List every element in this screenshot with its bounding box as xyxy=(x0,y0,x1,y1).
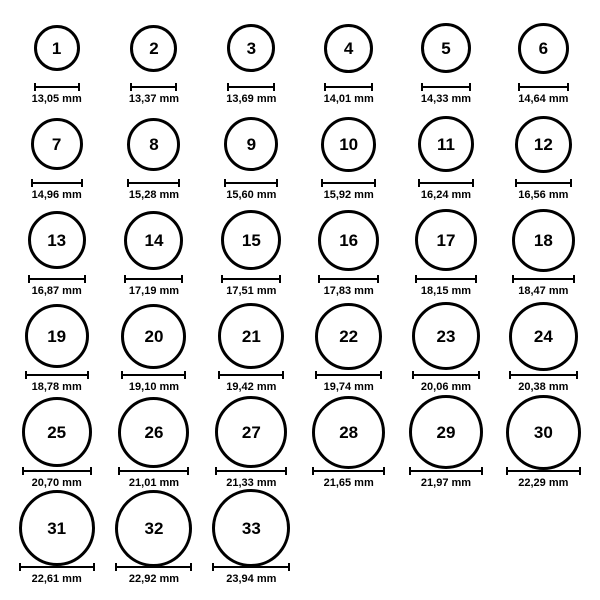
diameter-value-label: 17,19 mm xyxy=(128,285,180,297)
ring-size-label: 31 xyxy=(47,518,67,538)
diameter-value-label: 20,06 mm xyxy=(420,381,472,393)
diameter-value-label: 20,70 mm xyxy=(31,477,82,489)
diameter-measure-bar xyxy=(509,371,578,378)
measure-tick-left xyxy=(321,179,323,187)
ring-size-cell xyxy=(203,398,300,494)
measure-line xyxy=(22,470,92,472)
ring-circle-icon xyxy=(418,116,474,172)
ring-circle-wrap xyxy=(509,302,578,370)
ring-size-label: 6 xyxy=(538,38,549,58)
measure-tick-left xyxy=(518,83,520,91)
measure-tick-left xyxy=(118,467,120,475)
ring-size-cell xyxy=(8,14,105,110)
diameter-measure-bar xyxy=(318,275,379,282)
measure-tick-right xyxy=(288,563,290,571)
ring-circle-wrap xyxy=(121,302,186,370)
ring-size-label: 21 xyxy=(241,326,261,346)
ring-size-label: 27 xyxy=(241,422,261,442)
ring-circle-wrap xyxy=(312,398,385,466)
measure-tick-left xyxy=(22,467,24,475)
diameter-measure-bar xyxy=(221,275,281,282)
ring-circle-wrap xyxy=(124,206,183,274)
measure-line xyxy=(31,182,83,184)
ring-circle-icon xyxy=(130,25,177,72)
diameter-measure-bar xyxy=(409,467,483,474)
measure-tick-left xyxy=(224,179,226,187)
measure-line xyxy=(28,278,86,280)
measure-line xyxy=(318,278,379,280)
ring-size-cell xyxy=(397,206,494,302)
diameter-measure-bar xyxy=(418,179,474,186)
measure-line xyxy=(19,566,95,568)
measure-tick-right xyxy=(383,467,385,475)
ring-circle-wrap xyxy=(515,110,572,178)
measure-tick-left xyxy=(31,179,33,187)
measure-line xyxy=(418,182,474,184)
diameter-measure-bar xyxy=(312,467,385,474)
ring-circle-icon xyxy=(315,303,382,370)
ring-circle-wrap xyxy=(321,110,376,178)
measure-tick-right xyxy=(84,275,86,283)
diameter-measure-bar xyxy=(22,467,92,474)
ring-circle-icon xyxy=(215,396,287,468)
ring-size-label: 25 xyxy=(47,422,67,442)
measure-tick-left xyxy=(418,179,420,187)
diameter-measure-bar xyxy=(515,179,572,186)
diameter-measure-bar xyxy=(215,467,287,474)
ring-size-label: 4 xyxy=(343,38,354,58)
ring-size-label: 13 xyxy=(47,230,67,250)
diameter-measure-bar xyxy=(127,179,180,186)
measure-line xyxy=(415,278,477,280)
diameter-value-label: 13,37 mm xyxy=(128,93,180,105)
diameter-value-label: 14,33 mm xyxy=(420,93,472,105)
diameter-measure-bar xyxy=(124,275,183,282)
diameter-value-label: 18,47 mm xyxy=(518,285,569,297)
diameter-value-label: 21,65 mm xyxy=(323,477,374,489)
measure-line xyxy=(324,86,373,88)
diameter-value-label: 13,05 mm xyxy=(31,93,82,105)
ring-size-cell xyxy=(397,14,494,110)
measure-tick-left xyxy=(312,467,314,475)
ring-size-label: 24 xyxy=(533,326,553,346)
ring-size-label: 3 xyxy=(246,38,257,58)
ring-size-cell xyxy=(300,110,397,206)
ring-circle-icon xyxy=(22,397,92,467)
ring-size-cell xyxy=(203,14,300,110)
ring-circle-wrap xyxy=(318,206,379,274)
ring-size-label: 7 xyxy=(51,134,62,154)
ring-circle-icon xyxy=(515,116,572,173)
diameter-measure-bar xyxy=(324,83,373,90)
measure-tick-right xyxy=(78,83,80,91)
measure-tick-left xyxy=(318,275,320,283)
ring-size-label: 1 xyxy=(51,38,62,58)
ring-size-label: 23 xyxy=(436,326,456,346)
measure-tick-right xyxy=(469,83,471,91)
measure-tick-left xyxy=(415,275,417,283)
ring-circle-icon xyxy=(324,24,373,73)
ring-circle-wrap xyxy=(412,302,480,370)
diameter-measure-bar xyxy=(415,275,477,282)
ring-size-cell xyxy=(495,206,592,302)
ring-size-cell xyxy=(495,302,592,398)
diameter-value-label: 18,78 mm xyxy=(31,381,82,393)
measure-tick-right xyxy=(273,83,275,91)
measure-line xyxy=(25,374,89,376)
measure-tick-right xyxy=(93,563,95,571)
ring-circle-icon xyxy=(518,23,569,74)
diameter-value-label: 16,56 mm xyxy=(518,189,569,201)
ring-circle-wrap xyxy=(418,110,474,178)
ring-circle-icon xyxy=(409,395,483,469)
ring-circle-icon xyxy=(512,209,575,272)
measure-tick-right xyxy=(567,83,569,91)
diameter-measure-bar xyxy=(118,467,189,474)
ring-size-label: 12 xyxy=(533,134,553,154)
measure-line xyxy=(224,182,278,184)
measure-line xyxy=(227,86,275,88)
ring-circle-icon xyxy=(124,211,183,270)
ring-size-cell xyxy=(105,110,202,206)
ring-size-label: 15 xyxy=(241,230,261,250)
diameter-measure-bar xyxy=(19,563,95,570)
measure-tick-left xyxy=(509,371,511,379)
ring-size-label: 16 xyxy=(339,230,359,250)
diameter-measure-bar xyxy=(321,179,376,186)
diameter-value-label: 22,92 mm xyxy=(128,573,180,585)
diameter-measure-bar xyxy=(506,467,581,474)
diameter-measure-bar xyxy=(25,371,89,378)
measure-line xyxy=(115,566,192,568)
measure-tick-left xyxy=(515,179,517,187)
ring-size-label: 26 xyxy=(144,422,164,442)
ring-circle-icon xyxy=(28,211,86,269)
ring-size-grid xyxy=(8,14,592,590)
ring-size-cell xyxy=(203,110,300,206)
ring-circle-wrap xyxy=(215,398,287,466)
measure-tick-right xyxy=(190,563,192,571)
measure-tick-right xyxy=(481,467,483,475)
ring-size-label: 32 xyxy=(144,518,164,538)
measure-line xyxy=(321,182,376,184)
measure-tick-right xyxy=(184,371,186,379)
ring-circle-wrap xyxy=(34,14,80,82)
measure-tick-right xyxy=(276,179,278,187)
diameter-measure-bar xyxy=(412,371,480,378)
diameter-value-label: 21,33 mm xyxy=(226,477,277,489)
ring-size-cell xyxy=(105,398,202,494)
measure-tick-right xyxy=(87,371,89,379)
ring-size-label: 10 xyxy=(339,134,359,154)
diameter-measure-bar xyxy=(28,275,86,282)
measure-line xyxy=(127,182,180,184)
diameter-value-label: 21,01 mm xyxy=(128,477,180,489)
ring-circle-icon xyxy=(31,118,83,170)
ring-circle-icon xyxy=(127,118,180,171)
measure-line xyxy=(509,374,578,376)
ring-size-cell xyxy=(105,14,202,110)
measure-tick-right xyxy=(377,275,379,283)
diameter-measure-bar xyxy=(227,83,275,90)
measure-tick-right xyxy=(175,83,177,91)
ring-size-label: 14 xyxy=(144,230,164,250)
ring-size-cell xyxy=(8,302,105,398)
ring-circle-icon xyxy=(509,302,578,371)
diameter-value-label: 16,24 mm xyxy=(420,189,472,201)
measure-tick-left xyxy=(127,179,129,187)
measure-tick-right xyxy=(478,371,480,379)
ring-circle-icon xyxy=(25,304,89,368)
measure-line xyxy=(221,278,281,280)
ring-size-cell xyxy=(105,206,202,302)
measure-tick-left xyxy=(121,371,123,379)
measure-line xyxy=(315,374,382,376)
measure-tick-left xyxy=(227,83,229,91)
diameter-value-label: 15,28 mm xyxy=(128,189,180,201)
measure-tick-left xyxy=(324,83,326,91)
measure-tick-left xyxy=(315,371,317,379)
ring-circle-icon xyxy=(121,304,186,369)
ring-circle-icon xyxy=(421,23,471,73)
ring-size-cell xyxy=(300,302,397,398)
measure-tick-left xyxy=(412,371,414,379)
diameter-measure-bar xyxy=(518,83,569,90)
ring-size-label: 18 xyxy=(533,230,553,250)
ring-size-cell xyxy=(495,14,592,110)
measure-line xyxy=(512,278,575,280)
ring-circle-wrap xyxy=(127,110,180,178)
ring-size-cell xyxy=(203,494,300,590)
measure-tick-right xyxy=(187,467,189,475)
diameter-value-label: 23,94 mm xyxy=(226,573,277,585)
ring-size-cell xyxy=(300,14,397,110)
ring-size-cell xyxy=(8,206,105,302)
measure-line xyxy=(212,566,290,568)
ring-circle-wrap xyxy=(28,206,86,274)
diameter-measure-bar xyxy=(130,83,177,90)
measure-tick-left xyxy=(409,467,411,475)
measure-tick-right xyxy=(380,371,382,379)
ring-size-label: 33 xyxy=(241,518,261,538)
measure-line xyxy=(515,182,572,184)
diameter-measure-bar xyxy=(212,563,290,570)
ring-size-label: 30 xyxy=(533,422,553,442)
ring-circle-wrap xyxy=(518,14,569,82)
measure-tick-left xyxy=(25,371,27,379)
ring-circle-wrap xyxy=(409,398,483,466)
ring-size-cell xyxy=(397,110,494,206)
diameter-value-label: 21,97 mm xyxy=(420,477,472,489)
diameter-value-label: 18,15 mm xyxy=(420,285,472,297)
diameter-measure-bar xyxy=(224,179,278,186)
ring-circle-wrap xyxy=(506,398,581,466)
ring-size-label: 20 xyxy=(144,326,164,346)
ring-circle-icon xyxy=(412,302,480,370)
ring-circle-wrap xyxy=(512,206,575,274)
measure-line xyxy=(412,374,480,376)
ring-size-label: 28 xyxy=(339,422,359,442)
diameter-value-label: 15,60 mm xyxy=(226,189,277,201)
ring-size-label: 17 xyxy=(436,230,456,250)
measure-line xyxy=(118,470,189,472)
ring-circle-wrap xyxy=(324,14,373,82)
ring-size-cell xyxy=(495,398,592,494)
measure-tick-right xyxy=(279,275,281,283)
measure-line xyxy=(130,86,177,88)
diameter-value-label: 14,01 mm xyxy=(323,93,374,105)
measure-tick-left xyxy=(130,83,132,91)
ring-size-label: 5 xyxy=(441,38,451,58)
measure-tick-left xyxy=(34,83,36,91)
diameter-measure-bar xyxy=(34,83,80,90)
ring-circle-icon xyxy=(34,25,80,71)
diameter-measure-bar xyxy=(421,83,471,90)
ring-circle-wrap xyxy=(130,14,177,82)
ring-size-cell xyxy=(105,302,202,398)
measure-tick-right xyxy=(475,275,477,283)
measure-tick-right xyxy=(579,467,581,475)
measure-tick-left xyxy=(212,563,214,571)
ring-size-cell xyxy=(397,302,494,398)
ring-circle-wrap xyxy=(19,494,95,562)
measure-tick-left xyxy=(19,563,21,571)
measure-tick-right xyxy=(178,179,180,187)
ring-circle-icon xyxy=(224,117,278,171)
ring-size-cell xyxy=(300,206,397,302)
measure-tick-right xyxy=(573,275,575,283)
measure-line xyxy=(312,470,385,472)
diameter-measure-bar xyxy=(315,371,382,378)
ring-circle-wrap xyxy=(218,302,284,370)
measure-tick-right xyxy=(374,179,376,187)
measure-tick-right xyxy=(90,467,92,475)
ring-size-label: 2 xyxy=(149,38,159,58)
ring-circle-wrap xyxy=(212,494,290,562)
measure-line xyxy=(518,86,569,88)
ring-circle-wrap xyxy=(118,398,189,466)
ring-circle-wrap xyxy=(115,494,192,562)
measure-line xyxy=(124,278,183,280)
measure-tick-left xyxy=(215,467,217,475)
ring-circle-wrap xyxy=(25,302,89,370)
ring-circle-icon xyxy=(118,397,189,468)
diameter-value-label: 19,42 mm xyxy=(226,381,277,393)
measure-tick-left xyxy=(28,275,30,283)
measure-tick-right xyxy=(576,371,578,379)
measure-tick-right xyxy=(371,83,373,91)
ring-circle-wrap xyxy=(315,302,382,370)
measure-line xyxy=(506,470,581,472)
diameter-value-label: 20,38 mm xyxy=(518,381,569,393)
diameter-measure-bar xyxy=(121,371,186,378)
diameter-value-label: 22,61 mm xyxy=(31,573,82,585)
measure-tick-left xyxy=(221,275,223,283)
ring-circle-wrap xyxy=(22,398,92,466)
measure-tick-left xyxy=(115,563,117,571)
measure-line xyxy=(421,86,471,88)
diameter-value-label: 13,69 mm xyxy=(226,93,277,105)
diameter-value-label: 19,74 mm xyxy=(323,381,374,393)
ring-size-label: 9 xyxy=(246,134,257,154)
diameter-value-label: 14,64 mm xyxy=(518,93,569,105)
ring-size-cell xyxy=(203,206,300,302)
ring-size-cell xyxy=(8,398,105,494)
ring-circle-icon xyxy=(415,209,477,271)
ring-size-label: 19 xyxy=(47,326,67,346)
ring-circle-icon xyxy=(221,210,281,270)
ring-circle-wrap xyxy=(224,110,278,178)
ring-circle-wrap xyxy=(221,206,281,274)
ring-size-label: 11 xyxy=(436,134,455,154)
measure-line xyxy=(215,470,287,472)
ring-circle-icon xyxy=(218,303,284,369)
ring-size-cell xyxy=(8,494,105,590)
ring-size-label: 29 xyxy=(436,422,456,442)
measure-tick-right xyxy=(282,371,284,379)
ring-circle-wrap xyxy=(415,206,477,274)
ring-size-cell xyxy=(105,494,202,590)
ring-size-cell xyxy=(300,398,397,494)
ring-size-cell xyxy=(203,302,300,398)
diameter-measure-bar xyxy=(31,179,83,186)
diameter-value-label: 15,92 mm xyxy=(323,189,374,201)
ring-circle-wrap xyxy=(421,14,471,82)
measure-tick-left xyxy=(506,467,508,475)
diameter-measure-bar xyxy=(218,371,284,378)
diameter-value-label: 19,10 mm xyxy=(128,381,180,393)
measure-line xyxy=(121,374,186,376)
diameter-value-label: 17,83 mm xyxy=(323,285,374,297)
measure-line xyxy=(218,374,284,376)
measure-tick-left xyxy=(421,83,423,91)
ring-size-label: 22 xyxy=(339,326,359,346)
measure-tick-right xyxy=(285,467,287,475)
measure-tick-left xyxy=(218,371,220,379)
ring-size-cell xyxy=(8,110,105,206)
ring-circle-icon xyxy=(227,24,275,72)
measure-tick-right xyxy=(570,179,572,187)
diameter-value-label: 22,29 mm xyxy=(518,477,569,489)
ring-size-cell xyxy=(495,110,592,206)
measure-tick-left xyxy=(124,275,126,283)
diameter-value-label: 17,51 mm xyxy=(226,285,277,297)
measure-line xyxy=(34,86,80,88)
ring-circle-icon xyxy=(212,489,290,567)
measure-tick-right xyxy=(472,179,474,187)
ring-circle-icon xyxy=(312,396,385,469)
measure-tick-right xyxy=(181,275,183,283)
ring-circle-icon xyxy=(19,490,95,566)
ring-size-cell xyxy=(397,398,494,494)
measure-tick-left xyxy=(512,275,514,283)
measure-line xyxy=(409,470,483,472)
ring-circle-icon xyxy=(115,490,192,567)
diameter-value-label: 14,96 mm xyxy=(31,189,82,201)
ring-circle-icon xyxy=(318,210,379,271)
ring-circle-icon xyxy=(506,395,581,470)
diameter-measure-bar xyxy=(512,275,575,282)
diameter-measure-bar xyxy=(115,563,192,570)
ring-size-label: 8 xyxy=(149,134,159,154)
ring-circle-wrap xyxy=(227,14,275,82)
diameter-value-label: 16,87 mm xyxy=(31,285,82,297)
ring-circle-wrap xyxy=(31,110,83,178)
ring-circle-icon xyxy=(321,117,376,172)
measure-tick-right xyxy=(81,179,83,187)
